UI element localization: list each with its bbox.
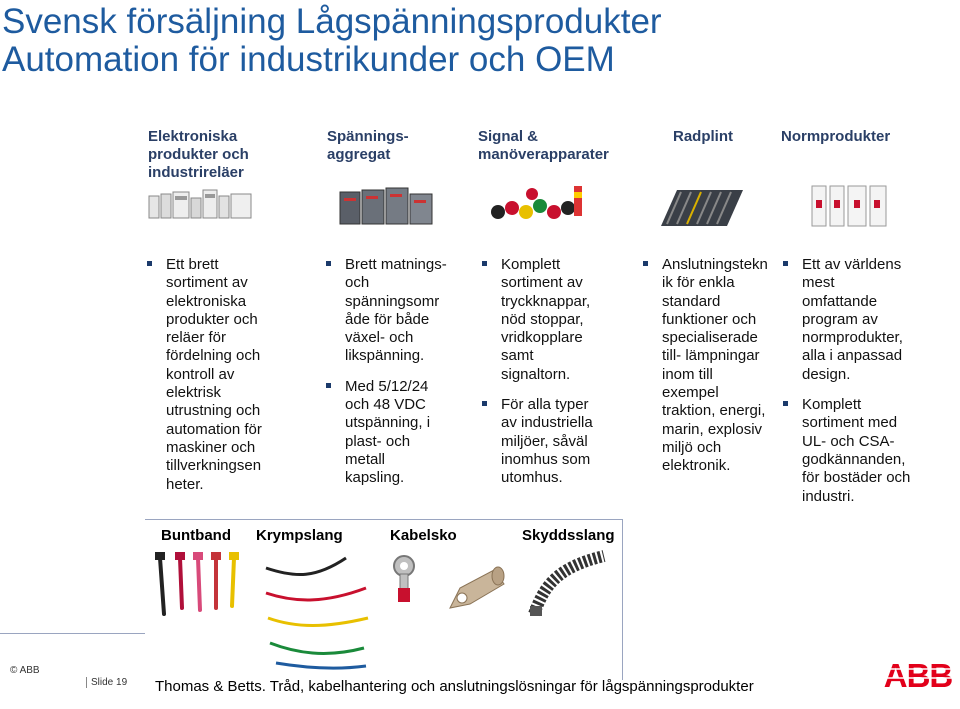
column-signal	[482, 256, 627, 500]
pushbuttons-image	[488, 182, 588, 230]
bullet-item: För alla typer av industriella miljöer, såväl inomhus som utomhus.	[482, 396, 627, 487]
bullet-marker-icon	[326, 261, 331, 266]
category-elektroniska: Elektroniska produkter och industrireläer	[148, 128, 249, 181]
accessory-label-skyddsslang: Skyddsslang	[522, 527, 615, 544]
category-radplint: Radplint	[673, 128, 733, 145]
cable-lugs-image	[390, 548, 515, 618]
copyright-text: © ABB	[10, 665, 40, 676]
accessory-label-buntband: Buntband	[161, 527, 231, 544]
bullet-item: Ett brett sortiment av elektroniska produkter och reläer för fördelning och kontroll av elektrisk utrustning och automation för maskiner och tillverkningsen heter.	[147, 256, 287, 494]
bullet-item: Anslutningstekn ik för enkla standard funktioner och specialiserade till- lämpningar inom till exempel traktion, energi, marin, explosiv miljö och elektronik.	[643, 256, 783, 476]
accessory-label-kabelsko: Kabelsko	[390, 527, 457, 544]
footer-caption: Thomas & Betts. Tråd, kabelhantering och anslutningslösningar för lågspänningsprodukter	[155, 678, 754, 695]
bullet-item: Ett av världens mest omfattande program av normprodukter, alla i anpassad design.	[783, 256, 943, 384]
column-radplint	[643, 256, 783, 488]
abb-logo-text: ABB	[883, 660, 953, 690]
bullet-marker-icon	[326, 383, 331, 388]
bullet-marker-icon	[147, 261, 152, 266]
bullet-marker-icon	[482, 261, 487, 266]
column-elektroniska	[147, 256, 287, 506]
bullet-item: Med 5/12/24 och 48 VDC utspänning, i plast- och metall kapsling.	[326, 378, 466, 488]
modular-devices-image	[808, 182, 890, 230]
bullet-item: Komplett sortiment av tryckknappar, nöd stoppar, vridkopplare samt signaltorn.	[482, 256, 627, 384]
category-signal: Signal & manöverapparater	[478, 128, 609, 163]
category-normprodukter: Normprodukter	[781, 128, 891, 145]
relay-products-image	[147, 182, 255, 230]
page-title-line1: Svensk försäljning Lågspänningsprodukter	[2, 2, 662, 41]
heat-shrink-tubing-image	[256, 548, 376, 673]
accessory-label-krympslang: Krympslang	[256, 527, 343, 544]
cable-ties-image	[150, 548, 250, 618]
power-supplies-image	[336, 182, 436, 230]
category-spanningsaggregat: Spännings- aggregat	[327, 128, 409, 163]
footer-divider	[0, 633, 145, 634]
bullet-marker-icon	[783, 261, 788, 266]
bullet-item: Brett matnings- och spänningsomr åde för både växel- och likspänning.	[326, 256, 466, 366]
bullet-marker-icon	[482, 401, 487, 406]
column-spanningsaggregat	[326, 256, 466, 500]
bullet-marker-icon	[783, 401, 788, 406]
terminal-blocks-image	[657, 182, 747, 230]
bullet-item: Komplett sortiment med UL- och CSA- godkännanden, för bostäder och industri.	[783, 396, 943, 506]
protective-conduit-image	[524, 548, 616, 618]
page-title-line2: Automation för industrikunder och OEM	[2, 40, 615, 79]
bullet-marker-icon	[643, 261, 648, 266]
abb-logo-icon	[882, 660, 954, 690]
slide-number: Slide 19	[86, 677, 127, 688]
column-normprodukter	[783, 256, 943, 518]
